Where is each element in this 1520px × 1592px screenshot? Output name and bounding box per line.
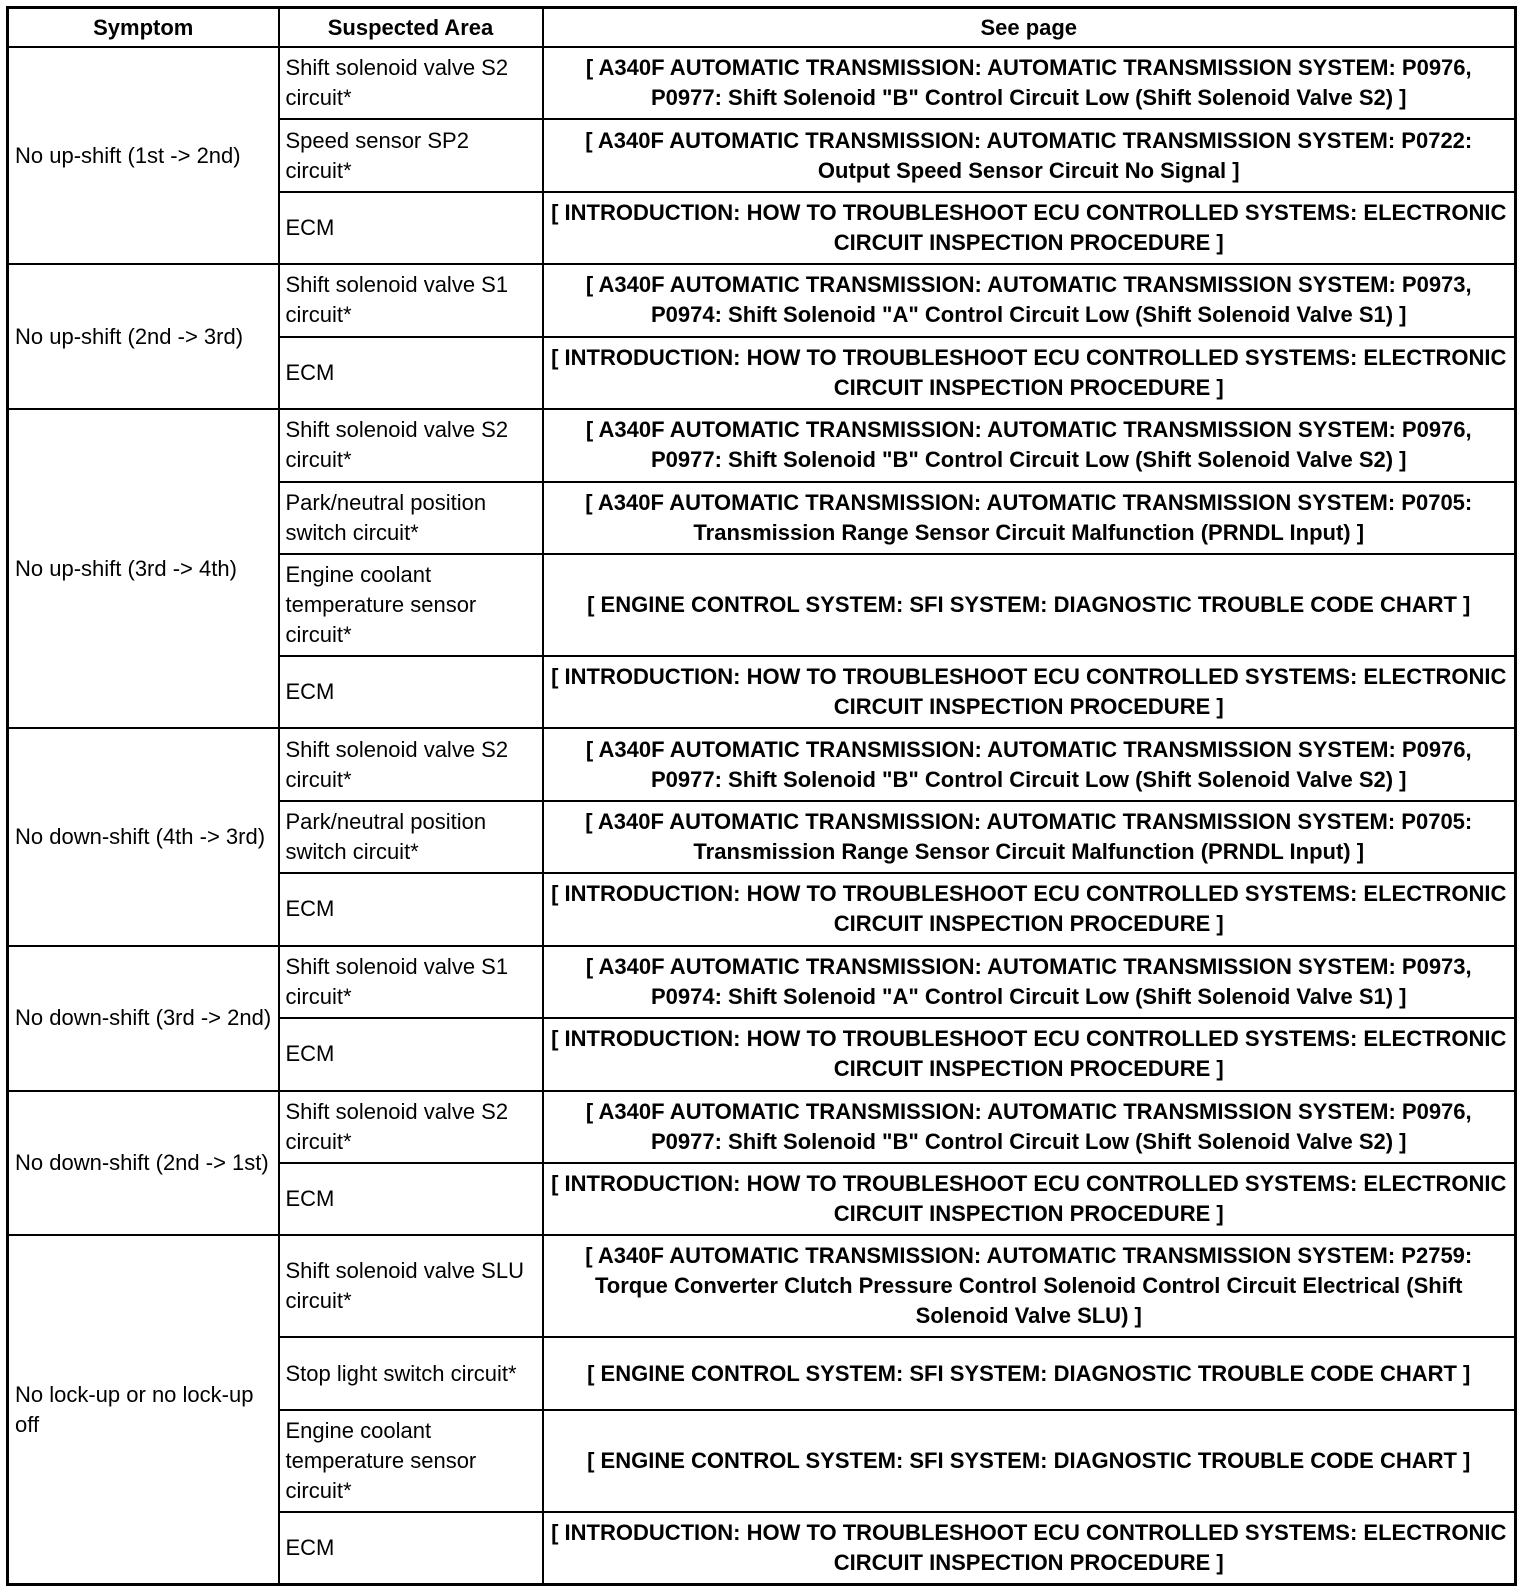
- area-cell: ECM: [279, 1018, 543, 1090]
- symptom-cell: No down-shift (4th -> 3rd): [8, 728, 279, 945]
- header-see-page: See page: [543, 8, 1516, 48]
- page-reference-link[interactable]: [ A340F AUTOMATIC TRANSMISSION: AUTOMATIC TRANSMISSION SYSTEM: P0976, P0977: Shift Solenoid "B" Control Circuit Low (Shift Solenoid Valve S2) ]: [543, 1091, 1516, 1163]
- area-cell: Shift solenoid valve S2 circuit*: [279, 1091, 543, 1163]
- area-cell: Stop light switch circuit*: [279, 1337, 543, 1409]
- table-row: [8, 47, 1516, 119]
- table-row: [8, 1235, 1516, 1337]
- area-cell: Shift solenoid valve SLU circuit*: [279, 1235, 543, 1337]
- area-cell: ECM: [279, 192, 543, 264]
- area-cell: Park/neutral position switch circuit*: [279, 482, 543, 554]
- page-reference-link[interactable]: [ A340F AUTOMATIC TRANSMISSION: AUTOMATIC TRANSMISSION SYSTEM: P0976, P0977: Shift Solenoid "B" Control Circuit Low (Shift Solenoid Valve S2) ]: [543, 728, 1516, 800]
- area-cell: Speed sensor SP2 circuit*: [279, 119, 543, 191]
- page-reference-link[interactable]: [ INTRODUCTION: HOW TO TROUBLESHOOT ECU CONTROLLED SYSTEMS: ELECTRONIC CIRCUIT INSPECTION PROCEDURE ]: [543, 192, 1516, 264]
- area-cell: Shift solenoid valve S1 circuit*: [279, 946, 543, 1018]
- area-cell: Park/neutral position switch circuit*: [279, 801, 543, 873]
- header-row: [8, 8, 1516, 48]
- area-cell: Shift solenoid valve S2 circuit*: [279, 728, 543, 800]
- area-cell: ECM: [279, 873, 543, 945]
- area-cell: ECM: [279, 1163, 543, 1235]
- table-row: [8, 264, 1516, 336]
- table-row: [8, 409, 1516, 481]
- area-cell: Shift solenoid valve S1 circuit*: [279, 264, 543, 336]
- page-reference-link[interactable]: [ A340F AUTOMATIC TRANSMISSION: AUTOMATIC TRANSMISSION SYSTEM: P0722: Output Speed Sensor Circuit No Signal ]: [543, 119, 1516, 191]
- page-reference-link[interactable]: [ A340F AUTOMATIC TRANSMISSION: AUTOMATIC TRANSMISSION SYSTEM: P2759: Torque Converter Clutch Pressure Control Solenoid Control Circuit Electrical (Shift Solenoid Valve SLU) ]: [543, 1235, 1516, 1337]
- header-suspected-area: Suspected Area: [279, 8, 543, 48]
- table-row: [8, 1091, 1516, 1163]
- page-reference-link[interactable]: [ INTRODUCTION: HOW TO TROUBLESHOOT ECU CONTROLLED SYSTEMS: ELECTRONIC CIRCUIT INSPECTION PROCEDURE ]: [543, 656, 1516, 728]
- troubleshooting-table: [6, 6, 1517, 1586]
- page-reference-link[interactable]: [ A340F AUTOMATIC TRANSMISSION: AUTOMATIC TRANSMISSION SYSTEM: P0705: Transmission Range Sensor Circuit Malfunction (PRNDL Input) ]: [543, 482, 1516, 554]
- header-symptom: Symptom: [8, 8, 279, 48]
- page-reference-link[interactable]: [ INTRODUCTION: HOW TO TROUBLESHOOT ECU CONTROLLED SYSTEMS: ELECTRONIC CIRCUIT INSPECTION PROCEDURE ]: [543, 1018, 1516, 1090]
- page-reference-link[interactable]: [ A340F AUTOMATIC TRANSMISSION: AUTOMATIC TRANSMISSION SYSTEM: P0705: Transmission Range Sensor Circuit Malfunction (PRNDL Input) ]: [543, 801, 1516, 873]
- symptom-cell: No up-shift (1st -> 2nd): [8, 47, 279, 264]
- page-reference-link[interactable]: [ A340F AUTOMATIC TRANSMISSION: AUTOMATIC TRANSMISSION SYSTEM: P0976, P0977: Shift Solenoid "B" Control Circuit Low (Shift Solenoid Valve S2) ]: [543, 409, 1516, 481]
- table-row: [8, 946, 1516, 1018]
- page-reference-link[interactable]: [ A340F AUTOMATIC TRANSMISSION: AUTOMATIC TRANSMISSION SYSTEM: P0976, P0977: Shift Solenoid "B" Control Circuit Low (Shift Solenoid Valve S2) ]: [543, 47, 1516, 119]
- symptom-cell: No up-shift (3rd -> 4th): [8, 409, 279, 728]
- page-reference-link[interactable]: [ INTRODUCTION: HOW TO TROUBLESHOOT ECU CONTROLLED SYSTEMS: ELECTRONIC CIRCUIT INSPECTION PROCEDURE ]: [543, 873, 1516, 945]
- page-reference-link[interactable]: [ A340F AUTOMATIC TRANSMISSION: AUTOMATIC TRANSMISSION SYSTEM: P0973, P0974: Shift Solenoid "A" Control Circuit Low (Shift Solenoid Valve S1) ]: [543, 946, 1516, 1018]
- area-cell: ECM: [279, 1512, 543, 1585]
- page-reference-link[interactable]: [ INTRODUCTION: HOW TO TROUBLESHOOT ECU CONTROLLED SYSTEMS: ELECTRONIC CIRCUIT INSPECTION PROCEDURE ]: [543, 1163, 1516, 1235]
- page-reference-link[interactable]: [ ENGINE CONTROL SYSTEM: SFI SYSTEM: DIAGNOSTIC TROUBLE CODE CHART ]: [543, 1337, 1516, 1409]
- area-cell: ECM: [279, 337, 543, 409]
- symptom-cell: No up-shift (2nd -> 3rd): [8, 264, 279, 409]
- area-cell: Engine coolant temperature sensor circuit*: [279, 1410, 543, 1512]
- page-reference-link[interactable]: [ ENGINE CONTROL SYSTEM: SFI SYSTEM: DIAGNOSTIC TROUBLE CODE CHART ]: [543, 1410, 1516, 1512]
- area-cell: Engine coolant temperature sensor circuit*: [279, 554, 543, 656]
- page-reference-link[interactable]: [ INTRODUCTION: HOW TO TROUBLESHOOT ECU CONTROLLED SYSTEMS: ELECTRONIC CIRCUIT INSPECTION PROCEDURE ]: [543, 337, 1516, 409]
- symptom-cell: No down-shift (3rd -> 2nd): [8, 946, 279, 1091]
- area-cell: ECM: [279, 656, 543, 728]
- table-row: [8, 728, 1516, 800]
- symptom-cell: No lock-up or no lock-up off: [8, 1235, 279, 1584]
- area-cell: Shift solenoid valve S2 circuit*: [279, 47, 543, 119]
- page-reference-link[interactable]: [ A340F AUTOMATIC TRANSMISSION: AUTOMATIC TRANSMISSION SYSTEM: P0973, P0974: Shift Solenoid "A" Control Circuit Low (Shift Solenoid Valve S1) ]: [543, 264, 1516, 336]
- page-reference-link[interactable]: [ INTRODUCTION: HOW TO TROUBLESHOOT ECU CONTROLLED SYSTEMS: ELECTRONIC CIRCUIT INSPECTION PROCEDURE ]: [543, 1512, 1516, 1585]
- symptom-cell: No down-shift (2nd -> 1st): [8, 1091, 279, 1236]
- area-cell: Shift solenoid valve S2 circuit*: [279, 409, 543, 481]
- troubleshooting-table-container: [6, 6, 1514, 1586]
- page-reference-link[interactable]: [ ENGINE CONTROL SYSTEM: SFI SYSTEM: DIAGNOSTIC TROUBLE CODE CHART ]: [543, 554, 1516, 656]
